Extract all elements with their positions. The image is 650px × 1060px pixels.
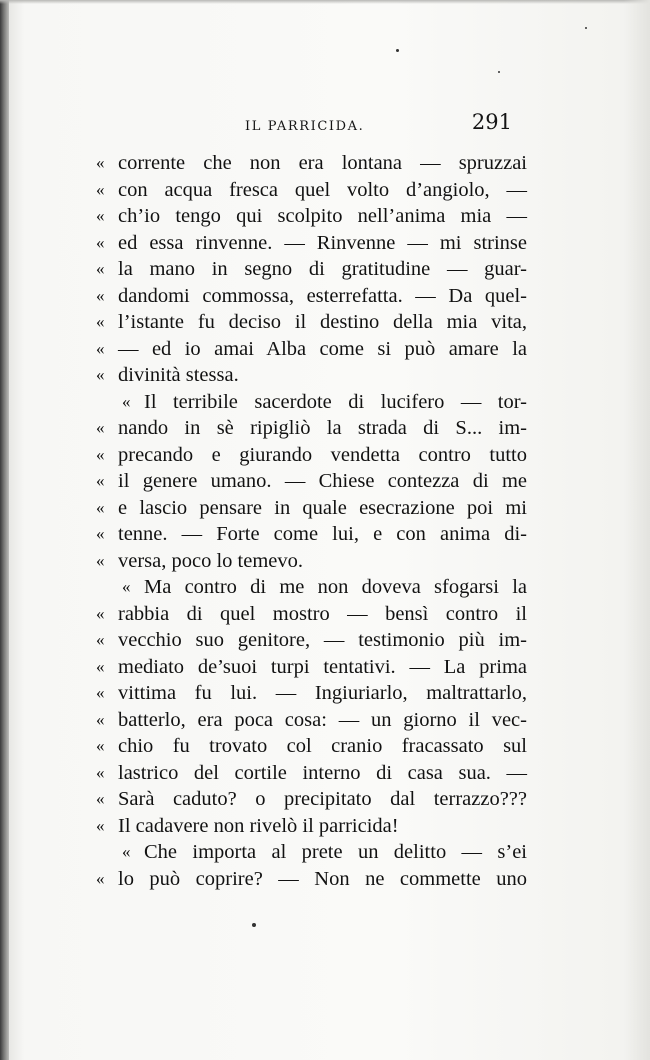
- text-line: [96, 362, 536, 389]
- text-line: [96, 813, 536, 840]
- text-line: [96, 733, 536, 760]
- guillemet: «: [96, 153, 105, 172]
- line-text: rabbia di quel mostro — bensì contro il: [118, 602, 527, 625]
- line-text: precando e giurando vendetta contro tutto: [118, 443, 527, 466]
- guillemet: «: [96, 497, 105, 517]
- line-text: lastrico del cortile interno di casa sua. —: [118, 761, 527, 784]
- text-line: [96, 786, 536, 813]
- line-text: Che importa al prete un delitto — s’ei: [144, 841, 527, 863]
- ink-speck: [585, 27, 587, 29]
- top-edge: [0, 0, 650, 4]
- line-text: e lascio pensare in quale esecrazione poi mi: [118, 496, 527, 519]
- line-text: divinità stessa.: [118, 364, 239, 386]
- guillemet: «: [96, 179, 105, 199]
- running-head: [110, 110, 520, 144]
- text-line: [96, 283, 536, 310]
- line-text: con acqua fresca quel volto d’angiolo, —: [118, 178, 527, 201]
- text-line: [96, 256, 536, 283]
- guillemet: «: [96, 789, 105, 808]
- guillemet: «: [96, 868, 105, 888]
- binding-edge: [0, 0, 9, 1060]
- guillemet: «: [96, 259, 105, 278]
- text-line: [96, 442, 536, 469]
- text-line: [96, 866, 536, 893]
- line-text: Il terribile sacerdote di lucifero — tor-: [144, 390, 527, 413]
- guillemet: «: [96, 815, 105, 835]
- line-text: corrente che non era lontana — spruzzai: [118, 152, 527, 174]
- text-line: [96, 230, 536, 257]
- line-text: ed essa rinvenne. — Rinvenne — mi strinse: [118, 231, 527, 254]
- text-line: [96, 150, 536, 177]
- text-line: [96, 495, 536, 522]
- text-line: [96, 521, 536, 548]
- text-line: [96, 177, 536, 204]
- guillemet: «: [122, 391, 131, 411]
- guillemet: «: [96, 550, 105, 570]
- page-number: 291: [471, 110, 512, 134]
- line-text: mediato de’suoi turpi tentativi. — La prima: [118, 655, 527, 678]
- text-line: [96, 760, 536, 787]
- line-text: Il cadavere non rivelò il parricida!: [118, 814, 399, 837]
- guillemet: «: [96, 709, 105, 729]
- line-text: ch’io tengo qui scolpito nell’anima mia —: [118, 205, 527, 227]
- ink-speck: [498, 71, 500, 73]
- text-line: [96, 336, 536, 363]
- text-line: [96, 415, 536, 442]
- line-text: vittima fu lui. — Ingiuriarlo, maltrattarlo,: [118, 682, 527, 704]
- guillemet: «: [96, 444, 105, 464]
- line-text: nando in sè ripigliò la strada di S... im-: [118, 417, 527, 439]
- line-text: Sarà caduto? o precipitato dal terrazzo???: [118, 788, 527, 810]
- text-line: [96, 389, 536, 416]
- text-line: [96, 654, 536, 681]
- text-line: [96, 203, 536, 230]
- line-text: tenne. — Forte come lui, e con anima di-: [118, 523, 527, 545]
- text-line: [96, 627, 536, 654]
- guillemet: «: [96, 471, 105, 490]
- guillemet: «: [96, 603, 105, 623]
- guillemet: «: [96, 736, 105, 755]
- guillemet: «: [96, 683, 105, 702]
- text-line: [96, 707, 536, 734]
- line-text: lo può coprire? — Non ne commette uno: [118, 867, 527, 890]
- line-text: — ed io amai Alba come si può amare la: [118, 337, 527, 360]
- line-text: batterlo, era poca cosa: — un giorno il vec-: [118, 708, 527, 731]
- guillemet: «: [96, 206, 105, 225]
- guillemet: «: [96, 418, 105, 437]
- line-text: la mano in segno di gratitudine — guar-: [118, 258, 527, 280]
- guillemet: «: [122, 577, 131, 596]
- guillemet: «: [96, 338, 105, 358]
- guillemet: «: [96, 630, 105, 649]
- text-line: [96, 680, 536, 707]
- text-line: [96, 548, 536, 575]
- text-line: [96, 468, 536, 495]
- line-text: l’istante fu deciso il destino della mia vita,: [118, 311, 527, 333]
- guillemet: «: [96, 656, 105, 676]
- guillemet: «: [96, 524, 105, 543]
- guillemet: «: [96, 312, 105, 331]
- running-title: IL PARRICIDA.: [245, 119, 365, 134]
- text-line: [96, 309, 536, 336]
- guillemet: «: [96, 232, 105, 252]
- line-text: vecchio suo genitore, — testimonio più im-: [118, 629, 527, 651]
- ink-speck: [252, 923, 256, 927]
- guillemet: «: [96, 365, 105, 384]
- line-text: versa, poco lo temevo.: [118, 549, 304, 572]
- guillemet: «: [122, 842, 131, 861]
- ink-speck: [396, 49, 399, 52]
- text-line: [96, 839, 536, 866]
- line-text: il genere umano. — Chiese contezza di me: [118, 470, 527, 492]
- guillemet: «: [96, 762, 105, 782]
- text-line: [96, 601, 536, 628]
- text-line: [96, 574, 536, 601]
- body-text: [96, 150, 536, 892]
- line-text: chio fu trovato col cranio fracassato sul: [118, 735, 527, 757]
- guillemet: «: [96, 285, 105, 305]
- right-edge-shade: [624, 0, 650, 1060]
- line-text: dandomi commossa, esterrefatta. — Da quel-: [118, 284, 527, 307]
- line-text: Ma contro di me non doveva sfogarsi la: [144, 576, 527, 598]
